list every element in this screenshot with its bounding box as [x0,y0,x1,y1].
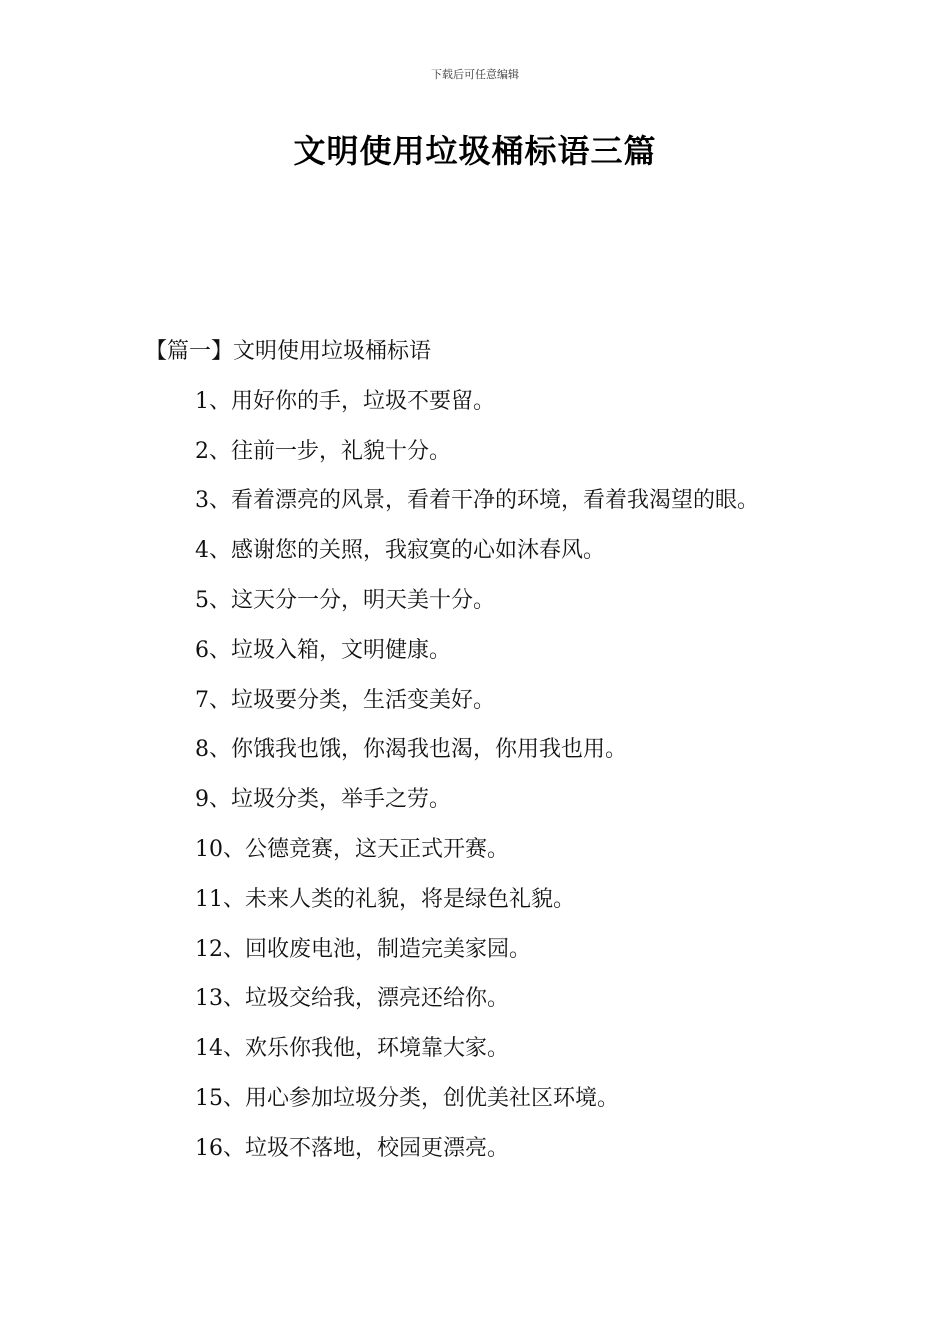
slogan-item: 8、你饿我也饿，你渴我也渴，你用我也用。 [195,737,627,763]
slogan-item: 13、垃圾交给我，漂亮还给你。 [195,986,509,1012]
slogan-item: 16、垃圾不落地，校园更漂亮。 [195,1135,509,1161]
slogan-item: 7、垃圾要分类，生活变美好。 [195,687,495,713]
document-body [145,327,810,1174]
slogan-item: 1、用好你的手，垃圾不要留。 [195,388,495,414]
slogan-item: 3、看着漂亮的风景，看着干净的环境，看着我渴望的眼。 [195,488,759,514]
slogan-item: 15、用心参加垃圾分类，创优美社区环境。 [195,1085,619,1111]
slogan-item: 14、欢乐你我他，环境靠大家。 [195,1036,509,1062]
slogan-item: 4、感谢您的关照，我寂寞的心如沐春风。 [195,538,605,564]
document-title: 文明使用垃圾桶标语三篇 [293,132,657,170]
slogan-item: 11、未来人类的礼貌，将是绿色礼貌。 [195,886,575,912]
slogan-item: 9、垃圾分类，举手之劳。 [195,787,451,813]
header-note: 下载后可任意编辑 [431,68,519,81]
slogan-item: 12、回收废电池，制造完美家园。 [195,936,531,962]
slogan-item: 10、公德竞赛，这天正式开赛。 [195,836,509,862]
slogan-item: 6、垃圾入箱，文明健康。 [195,637,451,663]
slogan-item: 5、这天分一分，明天美十分。 [195,587,495,613]
slogan-item: 2、往前一步，礼貌十分。 [195,438,451,464]
section-heading: 【篇一】文明使用垃圾桶标语 [145,339,432,364]
